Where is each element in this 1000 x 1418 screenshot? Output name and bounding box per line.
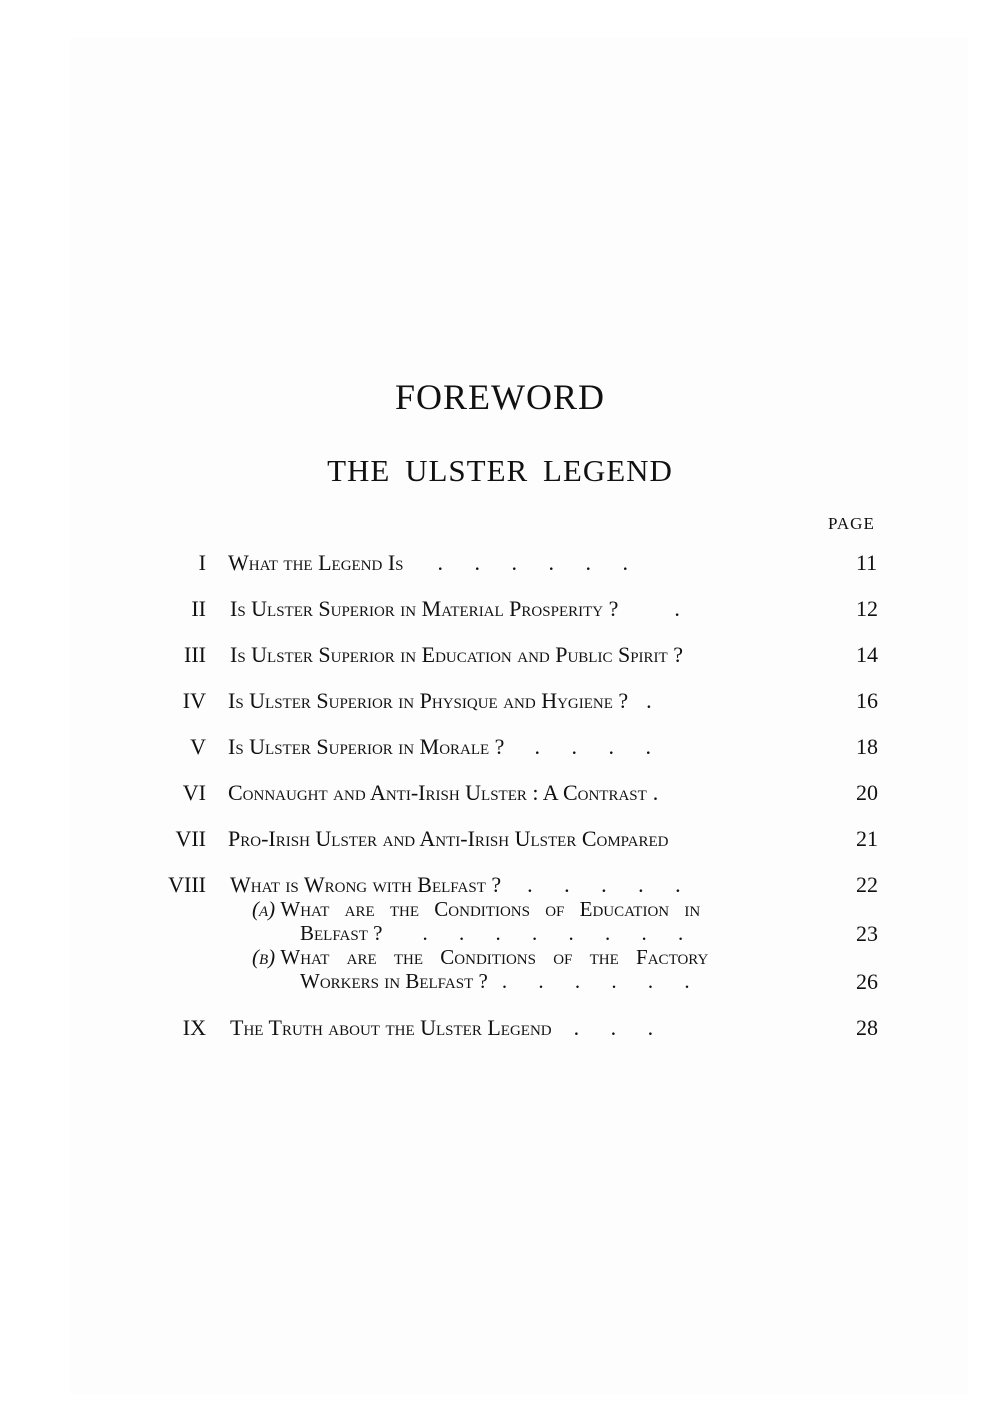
chapter-title: Is Ulster Superior in Morale ? . . . . — [228, 734, 651, 759]
chapter-number: II — [191, 596, 206, 621]
chapter-title: Is Ulster Superior in Physique and Hygiene ? . — [228, 688, 652, 713]
page-number: 26 — [856, 969, 878, 994]
page-number: 21 — [856, 826, 878, 851]
chapter-number: IV — [182, 688, 206, 713]
chapter-title: What is Wrong with Belfast ? . . . . . — [230, 872, 681, 897]
chapter-number: VII — [175, 826, 206, 851]
page-number: 11 — [856, 550, 878, 575]
chapter-number: VI — [182, 780, 206, 805]
subentry-title-line: Workers in Belfast ? . . . . . . — [300, 969, 690, 993]
chapter-title: Is Ulster Superior in Education and Public Spirit ? — [230, 642, 683, 667]
chapter-title: What the Legend Is . . . . . . — [228, 550, 629, 575]
page-column-label: PAGE — [828, 514, 875, 533]
chapter-title: Is Ulster Superior in Material Prosperity ? . — [230, 596, 680, 621]
page-number: 20 — [856, 780, 878, 805]
page-number: 22 — [856, 872, 878, 897]
page-number: 23 — [856, 921, 878, 946]
subentry-title-line: Belfast ? . . . . . . . . — [300, 921, 684, 945]
subentry-label: (a) — [252, 897, 276, 921]
page-title: FOREWORD — [394, 377, 605, 417]
chapter-title: Pro-Irish Ulster and Anti-Irish Ulster Compared — [228, 826, 669, 851]
page-number: 14 — [856, 642, 878, 667]
page-number: 28 — [856, 1015, 878, 1040]
subentry-title-line: (a) What are the Conditions of Education in — [252, 897, 701, 921]
subentry-title-line: (b) What are the Conditions of the Factory — [252, 945, 709, 969]
page-number: 12 — [856, 596, 878, 621]
chapter-number: V — [190, 734, 206, 759]
subentry-label: (b) — [252, 945, 276, 969]
page-number: 18 — [856, 734, 878, 759]
chapter-number: I — [198, 550, 206, 575]
chapter-number: III — [184, 642, 206, 667]
chapter-number: VIII — [168, 872, 206, 897]
chapter-title: The Truth about the Ulster Legend . . . — [230, 1015, 654, 1040]
chapter-number: IX — [182, 1015, 206, 1040]
chapter-title: Connaught and Anti-Irish Ulster : A Contrast . — [228, 780, 659, 805]
page-background — [70, 38, 968, 1394]
page-number: 16 — [856, 688, 878, 713]
page-subtitle: THE ULSTER LEGEND — [327, 453, 673, 488]
